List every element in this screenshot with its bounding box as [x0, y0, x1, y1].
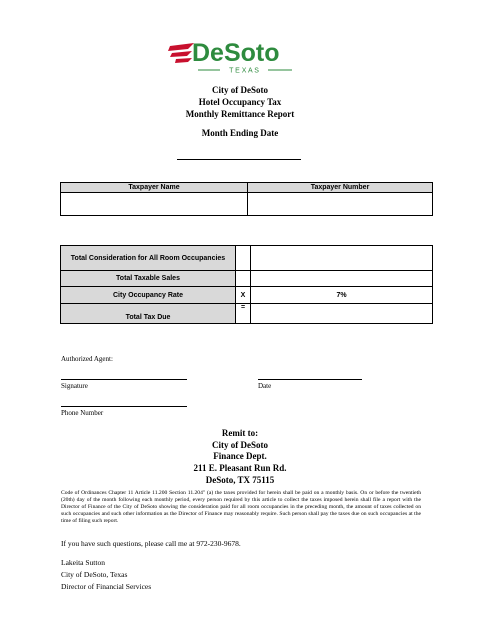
questions-text: If you have such questions, please call me at 972-230-9678. — [61, 539, 241, 548]
taxpayer-number-field[interactable] — [248, 193, 433, 216]
phone-label: Phone Number — [61, 409, 104, 417]
remit-line-4: DeSoto, TX 75115 — [205, 475, 275, 485]
remit-title: Remit to: — [221, 428, 259, 438]
total-consideration-label: Total Consideration for All Room Occupancies — [61, 246, 236, 271]
remittance-calculation-table — [60, 245, 433, 324]
total-taxable-sales-operator — [236, 271, 251, 287]
remit-line-3: 211 E. Pleasant Run Rd. — [193, 463, 287, 473]
city-occupancy-rate-value: 7% — [251, 287, 433, 304]
taxpayer-number-header: Taxpayer Number — [248, 183, 433, 193]
taxpayer-name-header: Taxpayer Name — [61, 183, 248, 193]
desoto-logo — [168, 34, 318, 80]
signoff-title: Director of Financial Services — [61, 582, 152, 591]
taxpayer-name-field[interactable] — [61, 193, 248, 216]
ordinance-text: Code of Ordinances Chapter 11 Article 11.200 Section 11.204" (a) the taxes provided for herein shall be paid on a monthly basis. On or before the twentieth (20th) day of the month following each monthly period, every person required by this article to collect the taxes imposed herein shall file a report with the Director of Finance of the City of DeSoto showing the consideration paid for all room occupancies in the preceding month, the amount of taxes collected on such occupancies and such other information as the Director of Finance may reasonably require. Such person shall pay the taxes due on such occupancies at the time of filing such report. — [61, 490, 421, 524]
multiply-operator: X — [236, 287, 251, 304]
signature-line[interactable] — [61, 379, 187, 380]
authorized-agent-label: Authorized Agent: — [61, 355, 113, 363]
total-consideration-field[interactable] — [251, 246, 433, 271]
desoto-logo-graphic — [168, 34, 318, 80]
date-label: Date — [258, 382, 272, 390]
header-line-3: Monthly Remittance Report — [185, 109, 295, 119]
total-consideration-operator — [236, 246, 251, 271]
month-ending-label: Month Ending Date — [201, 128, 279, 138]
date-line[interactable] — [258, 379, 362, 380]
phone-line[interactable] — [61, 406, 187, 407]
total-tax-due-field[interactable] — [251, 304, 433, 324]
header-line-2: Hotel Occupancy Tax — [198, 97, 282, 107]
equals-operator: = — [236, 304, 251, 324]
signoff-name: Lakeita Sutton — [61, 558, 105, 567]
header-line-1: City of DeSoto — [212, 85, 268, 95]
remit-line-1: City of DeSoto — [212, 440, 268, 450]
logo-wordmark: DeSoto — [192, 39, 280, 67]
taxpayer-table — [60, 182, 433, 216]
logo-subtext: T E X A S — [229, 67, 259, 75]
city-occupancy-rate-label: City Occupancy Rate — [61, 287, 236, 304]
month-ending-field[interactable] — [177, 159, 301, 160]
total-taxable-sales-label: Total Taxable Sales — [61, 271, 236, 287]
signoff-city: City of DeSoto, Texas — [61, 570, 128, 579]
total-taxable-sales-field[interactable] — [251, 271, 433, 287]
signature-label: Signature — [61, 382, 88, 390]
total-tax-due-label: Total Tax Due — [61, 304, 236, 324]
remit-line-2: Finance Dept. — [213, 451, 267, 461]
